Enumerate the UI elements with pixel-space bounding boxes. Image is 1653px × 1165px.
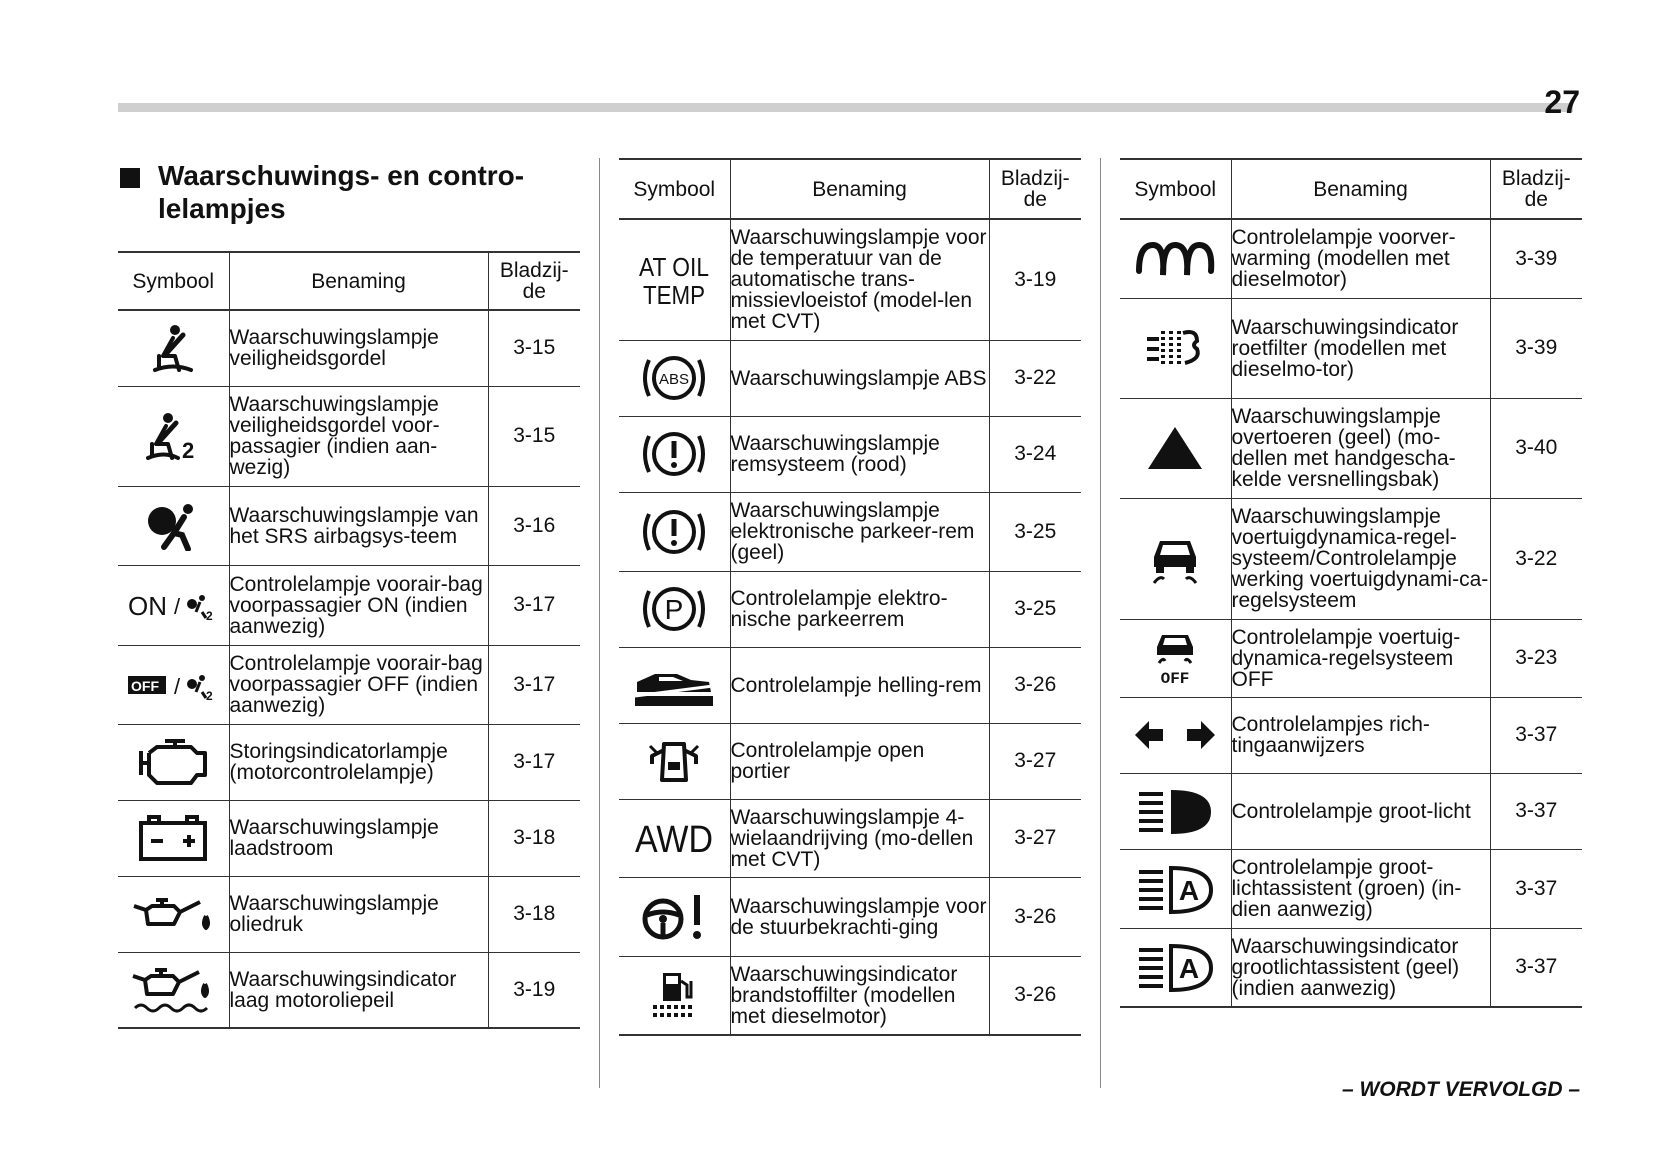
svg-text:AT OIL: AT OIL — [639, 251, 710, 282]
lamp-name: Waarschuwingslampje remsysteem (rood) — [730, 416, 989, 492]
lamp-name: Controlelampjes rich-tingaanwijzers — [1231, 697, 1490, 773]
lamp-table-1 — [118, 251, 580, 1029]
svg-text:P: P — [664, 594, 684, 625]
table-row — [619, 956, 1081, 1035]
table-row — [118, 876, 580, 952]
seatbelt-passenger-icon — [144, 411, 202, 461]
lamp-name: Waarschuwingslampje laadstroom — [229, 800, 488, 876]
oil-pressure-icon — [132, 892, 214, 936]
lamp-page: 3-37 — [1490, 849, 1582, 928]
lamp-page: 3-18 — [488, 876, 580, 952]
lamp-name: Waarschuwingsindicator brandstoffilter (modellen met dieselmotor) — [730, 956, 989, 1035]
lamp-name: Waarschuwingslampje ABS — [730, 340, 989, 416]
table-row — [619, 340, 1081, 416]
lamp-page: 3-17 — [488, 724, 580, 800]
airbag-on-icon — [128, 588, 218, 622]
table-row — [118, 386, 580, 486]
section-title-line2: lelampjes — [158, 193, 286, 224]
awd-icon — [632, 816, 716, 860]
lamp-name: Controlelampje voorver-warming (modellen met dieselmotor) — [1231, 219, 1490, 298]
column-header-page: Bladzij- de — [989, 159, 1081, 219]
lamp-page: 3-37 — [1490, 697, 1582, 773]
airbag-off-icon — [128, 668, 218, 702]
table-row — [619, 877, 1081, 956]
table-row — [118, 310, 580, 386]
column-header-symbol: Symbool — [118, 252, 229, 310]
power-steering-icon — [639, 889, 709, 945]
table-row — [619, 219, 1081, 340]
lamp-name: Controlelampje voorair-bag voorpassagier ON (indien aanwezig) — [229, 565, 488, 645]
lamp-name: Controlelampje open portier — [730, 723, 989, 799]
table-row — [1120, 928, 1582, 1007]
lamp-name: Waarschuwingslampje oliedruk — [229, 876, 488, 952]
lamp-table-2 — [619, 158, 1081, 1036]
table-row — [1120, 298, 1582, 398]
table-row — [118, 724, 580, 800]
seatbelt-icon — [149, 323, 197, 373]
high-beam-assist-green-icon — [1137, 864, 1213, 914]
lamp-name: Waarschuwingslampje elektronische parkeer-rem (geel) — [730, 492, 989, 571]
svg-text:TEMP: TEMP — [643, 279, 706, 308]
table-row — [619, 647, 1081, 723]
table-row — [118, 565, 580, 645]
table-row — [1120, 219, 1582, 298]
lamp-name: Waarschuwingslampje voertuigdynamica-regel-systeem/Controlelampje werking voertuigdynami-ca-regelsysteem — [1231, 498, 1490, 619]
column-header-symbol: Symbool — [1120, 159, 1231, 219]
table-row — [118, 800, 580, 876]
svg-text:OFF: OFF — [131, 677, 160, 694]
vdc-off-icon — [1153, 631, 1197, 685]
lamp-name: Waarschuwingslampje 4-wielaandrijving (mo-dellen met CVT) — [730, 799, 989, 877]
lamp-page: 3-23 — [1490, 619, 1582, 697]
table-row — [1120, 498, 1582, 619]
glow-plug-icon — [1133, 235, 1217, 283]
svg-text:/: / — [174, 673, 181, 699]
lamp-page: 3-19 — [989, 219, 1081, 340]
lamp-page: 3-24 — [989, 416, 1081, 492]
lamp-page: 3-39 — [1490, 298, 1582, 398]
lamp-page: 3-17 — [488, 565, 580, 645]
lamp-page: 3-18 — [488, 800, 580, 876]
header-bar — [118, 103, 1573, 112]
section-square-icon — [120, 168, 140, 188]
lamp-page: 3-25 — [989, 492, 1081, 571]
svg-text:2: 2 — [206, 609, 213, 622]
lamp-name: Waarschuwingslampje voor de temperatuur van de automatische trans-missievloeistof (model-len met CVT) — [730, 219, 989, 340]
lamp-name: Waarschuwingslampje veiligheidsgordel — [229, 310, 488, 386]
brake-red-icon — [639, 426, 709, 482]
at-oil-temp-icon — [636, 252, 712, 308]
vdc-icon — [1150, 533, 1200, 585]
table-row — [118, 486, 580, 565]
lamp-name: Waarschuwingsindicator grootlichtassistent (geel) (indien aanwezig) — [1231, 928, 1490, 1007]
svg-text:OFF: OFF — [1160, 670, 1190, 685]
particulate-filter-icon — [1145, 325, 1205, 371]
hill-holder-icon — [633, 662, 715, 708]
table-row — [118, 952, 580, 1028]
lamp-name: Controlelampje groot-lichtassistent (groen) (in-dien aanwezig) — [1231, 849, 1490, 928]
table-row — [1120, 849, 1582, 928]
svg-text:2: 2 — [206, 688, 213, 702]
lamp-name: Waarschuwingsindicator roetfilter (modellen met dieselmo-tor) — [1231, 298, 1490, 398]
table-row — [1120, 773, 1582, 849]
svg-text:2: 2 — [182, 438, 195, 461]
parking-brake-icon — [639, 581, 709, 637]
check-engine-icon — [135, 737, 211, 787]
column-divider — [599, 158, 600, 1088]
column-header-name: Benaming — [229, 252, 488, 310]
table-row — [619, 492, 1081, 571]
column-divider — [1100, 158, 1101, 1088]
column-header-page: Bladzij- de — [1490, 159, 1582, 219]
lamp-name: Controlelampje helling-rem — [730, 647, 989, 723]
table-row — [1120, 619, 1582, 697]
airbag-icon — [144, 501, 202, 551]
lamp-page: 3-16 — [488, 486, 580, 565]
lamp-name: Storingsindicatorlampje (motorcontrolelampje) — [229, 724, 488, 800]
svg-text:A: A — [1179, 953, 1200, 985]
table-row — [619, 799, 1081, 877]
oil-level-icon — [131, 964, 215, 1016]
svg-text:A: A — [1179, 874, 1200, 906]
column-header-symbol: Symbool — [619, 159, 730, 219]
lamp-page: 3-22 — [989, 340, 1081, 416]
svg-text:ON: ON — [128, 591, 168, 621]
lamp-page: 3-39 — [1490, 219, 1582, 298]
door-open-icon — [646, 736, 702, 786]
lamp-page: 3-26 — [989, 647, 1081, 723]
lamp-page: 3-25 — [989, 571, 1081, 647]
svg-text:AWD: AWD — [635, 819, 714, 860]
lamp-page: 3-37 — [1490, 928, 1582, 1007]
lamp-table-3 — [1120, 158, 1582, 1008]
svg-text:/: / — [174, 594, 181, 619]
lamp-name: Controlelampje voorair-bag voorpassagier OFF (indien aanwezig) — [229, 645, 488, 724]
continued-footer: – WORDT VERVOLGD – — [1341, 1078, 1580, 1101]
battery-icon — [137, 813, 209, 863]
lamp-page: 3-26 — [989, 956, 1081, 1035]
svg-text:ABS: ABS — [659, 371, 690, 388]
lamp-name: Waarschuwingslampje veiligheidsgordel voor-passagier (indien aan-wezig) — [229, 386, 488, 486]
lamp-name: Waarschuwingsindicator laag motoroliepeil — [229, 952, 488, 1028]
lamp-name: Waarschuwingslampje voor de stuurbekrachti-ging — [730, 877, 989, 956]
table-row — [1120, 398, 1582, 498]
lamp-name: Controlelampje groot-licht — [1231, 773, 1490, 849]
table-row — [619, 723, 1081, 799]
section-title-line1: Waarschuwings- en contro- — [158, 160, 525, 191]
abs-icon — [639, 350, 709, 406]
page-number: 27 — [1544, 84, 1580, 120]
lamp-page: 3-22 — [1490, 498, 1582, 619]
lamp-name: Waarschuwingslampje van het SRS airbagsys-teem — [229, 486, 488, 565]
column-header-name: Benaming — [730, 159, 989, 219]
fuel-filter-icon — [649, 969, 699, 1021]
lamp-name: Controlelampje elektro-nische parkeerrem — [730, 571, 989, 647]
high-beam-assist-yellow-icon — [1137, 942, 1213, 992]
lamp-page: 3-15 — [488, 310, 580, 386]
lamp-page: 3-37 — [1490, 773, 1582, 849]
lamp-page: 3-40 — [1490, 398, 1582, 498]
column-header-name: Benaming — [1231, 159, 1490, 219]
lamp-name: Controlelampje voertuig-dynamica-regelsysteem OFF — [1231, 619, 1490, 697]
table-row — [1120, 697, 1582, 773]
lamp-page: 3-27 — [989, 723, 1081, 799]
table-row — [619, 571, 1081, 647]
lamp-page: 3-15 — [488, 386, 580, 486]
column-header-page: Bladzij- de — [488, 252, 580, 310]
lamp-page: 3-26 — [989, 877, 1081, 956]
lamp-page: 3-27 — [989, 799, 1081, 877]
lamp-name: Waarschuwingslampje overtoeren (geel) (mo-dellen met handgescha-kelde versnellingsbak) — [1231, 398, 1490, 498]
table-row — [118, 645, 580, 724]
turn-signal-icon — [1133, 717, 1217, 753]
table-row — [619, 416, 1081, 492]
overrev-triangle-icon — [1144, 423, 1206, 473]
brake-yellow-icon — [639, 504, 709, 560]
lamp-page: 3-19 — [488, 952, 580, 1028]
high-beam-icon — [1137, 786, 1213, 836]
lamp-page: 3-17 — [488, 645, 580, 724]
